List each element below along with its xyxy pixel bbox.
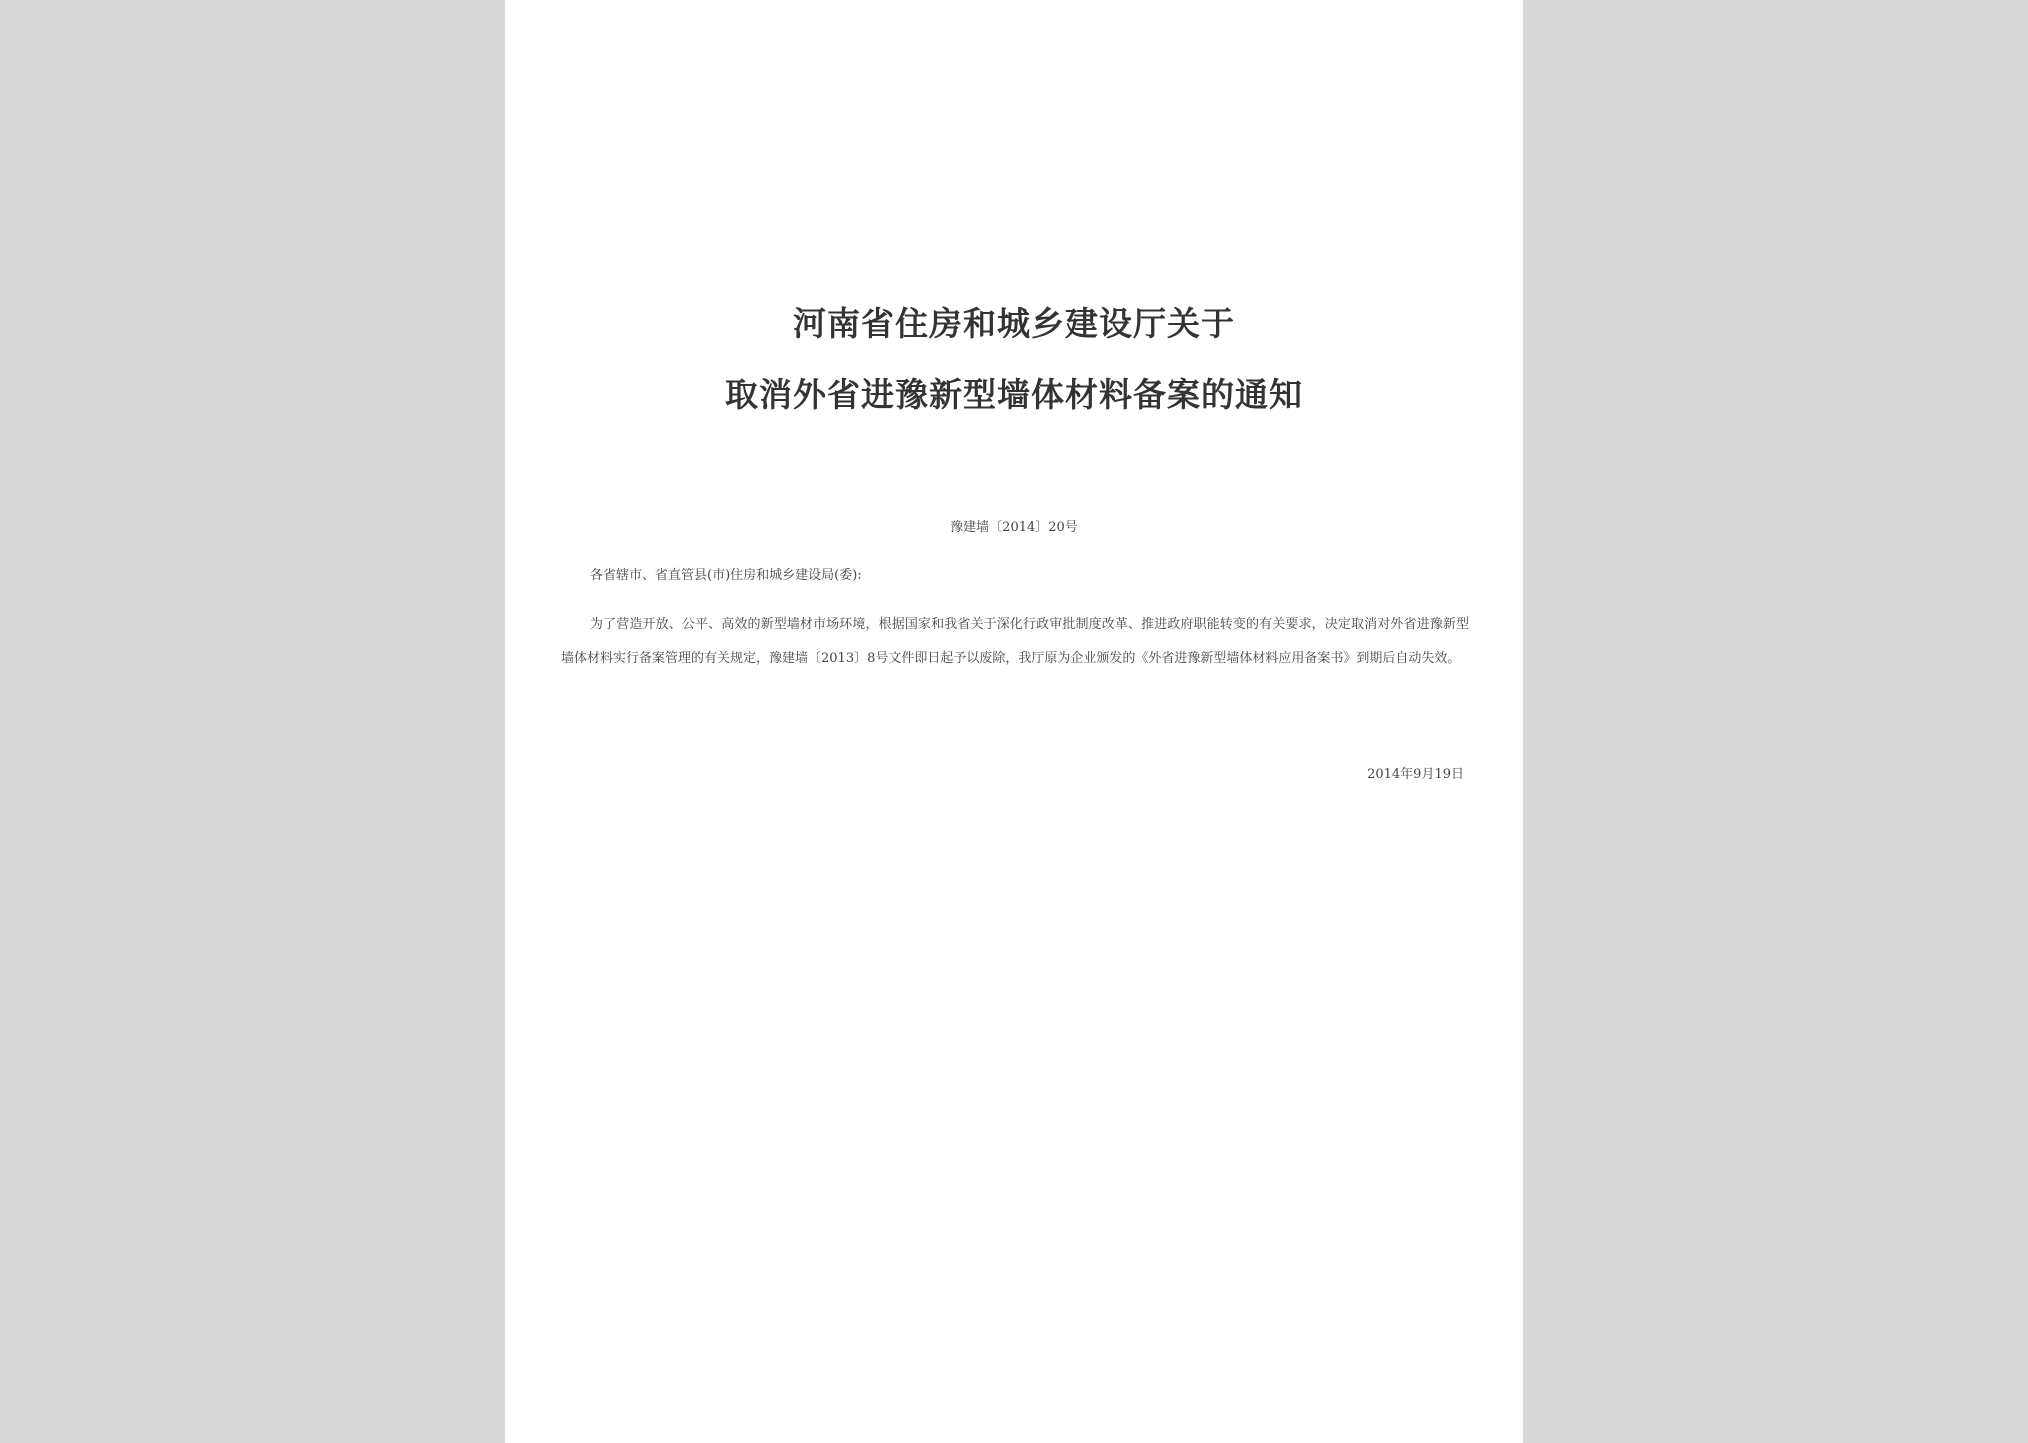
body-paragraph: 为了营造开放、公平、高效的新型墙材市场环境，根据国家和我省关于深化行政审批制度改革、推进政府职能转变的有关要求，决定取消对外省进豫新型墙体材料实行备案管理的有关规定，豫建墙〔2013〕8号文件即日起予以废除，我厅原为企业颁发的《外省进豫新型墙体材料应用备案书》到期后自动失效。	[561, 617, 1469, 666]
document-date: 2014年9月19日	[1367, 767, 1464, 782]
document-number: 豫建墙〔2014〕20号	[950, 520, 1078, 535]
salutation: 各省辖市、省直管县(市)住房和城乡建设局(委):	[590, 568, 862, 583]
document-title-line-2: 取消外省进豫新型墙体材料备案的通知	[725, 375, 1303, 414]
document-page	[505, 0, 1523, 1443]
document-title-line-1: 河南省住房和城乡建设厅关于	[793, 304, 1235, 343]
